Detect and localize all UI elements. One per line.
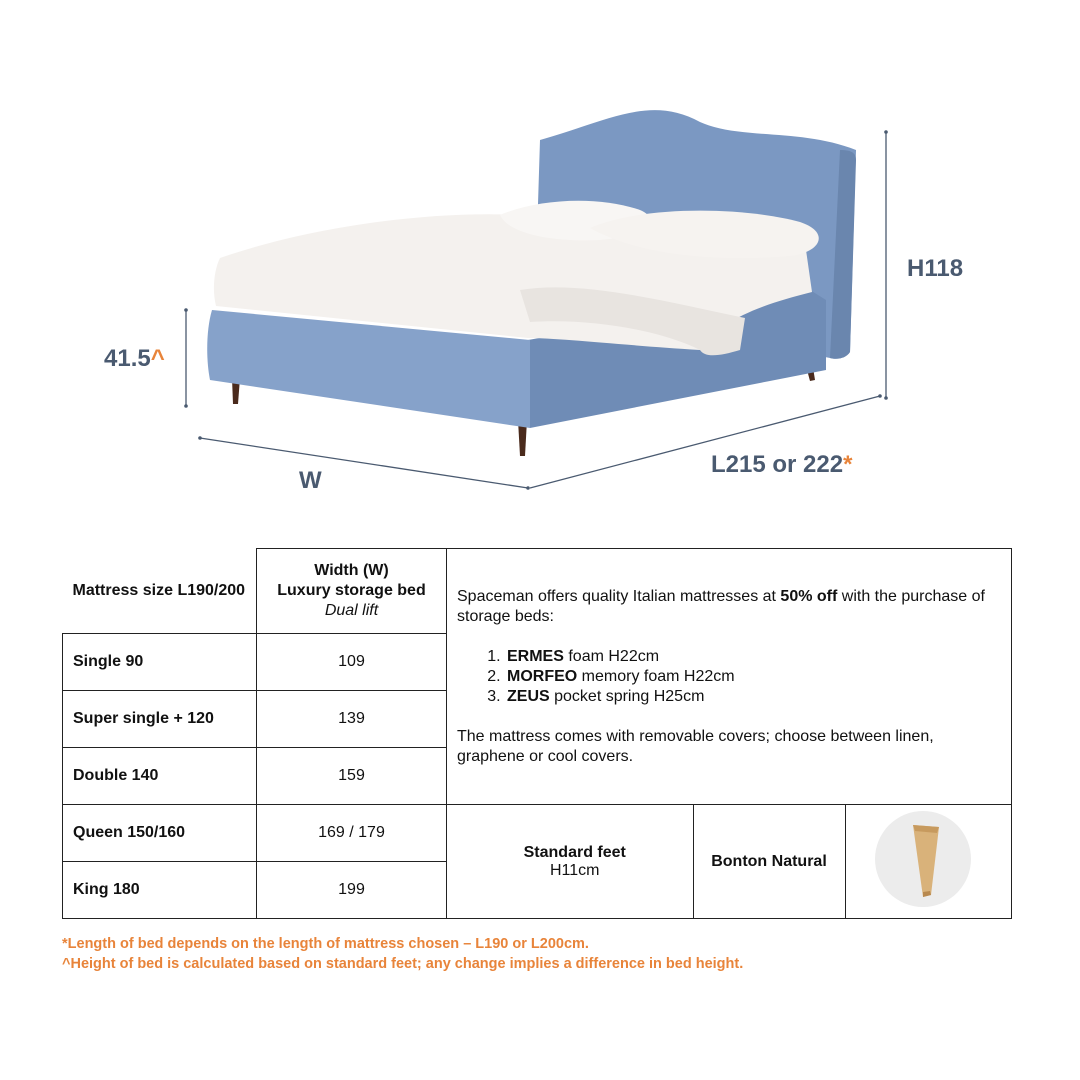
width-value: 109	[257, 634, 447, 691]
feet-standard: Standard feet H11cm	[523, 843, 626, 879]
width-value: 169 / 179	[257, 805, 447, 862]
mattress-offer-info	[447, 549, 1012, 805]
footnote-height: ^Height of bed is calculated based on standard feet; any change implies a difference in bed height.	[62, 956, 744, 972]
feet-section	[447, 805, 1012, 919]
size-label: King 180	[63, 862, 257, 919]
dimension-height-total: H118	[907, 255, 964, 282]
footnotes	[62, 934, 743, 974]
width-value: 159	[257, 748, 447, 805]
header-width: Width (W) Luxury storage bed Dual lift	[257, 549, 447, 634]
covers-text: The mattress comes with removable covers; choose between linen, graphene or cool covers.	[457, 727, 934, 765]
table-header-row	[63, 549, 1012, 634]
wooden-foot-icon	[873, 809, 973, 909]
feet-name: Bonton Natural	[693, 805, 845, 918]
feet-image	[845, 805, 1001, 918]
list-item: 1. ERMES foam H22cm	[505, 647, 1001, 667]
size-label: Super single + 120	[63, 691, 257, 748]
table-row	[63, 805, 1012, 862]
size-label: Single 90	[63, 634, 257, 691]
mattress-list	[457, 647, 1001, 707]
offer-intro: Spaceman offers quality Italian mattresses at 50% off with the purchase of storage beds:	[457, 587, 985, 625]
feet-table	[457, 805, 1001, 918]
bed-figure	[0, 0, 1080, 520]
list-item: 2. MORFEO memory foam H22cm	[505, 667, 1001, 687]
size-label: Queen 150/160	[63, 805, 257, 862]
width-value: 139	[257, 691, 447, 748]
dimension-height-side: 41.5^	[104, 345, 165, 372]
dimension-length: L215 or 222*	[711, 451, 853, 478]
size-label: Double 140	[63, 748, 257, 805]
footnote-length: *Length of bed depends on the length of mattress chosen – L190 or L200cm.	[62, 936, 589, 952]
list-item: 3. ZEUS pocket spring H25cm	[505, 687, 1001, 707]
size-table	[62, 548, 1012, 919]
header-mattress-size: Mattress size L190/200	[63, 549, 257, 634]
dimension-width: W	[299, 467, 322, 494]
width-value: 199	[257, 862, 447, 919]
